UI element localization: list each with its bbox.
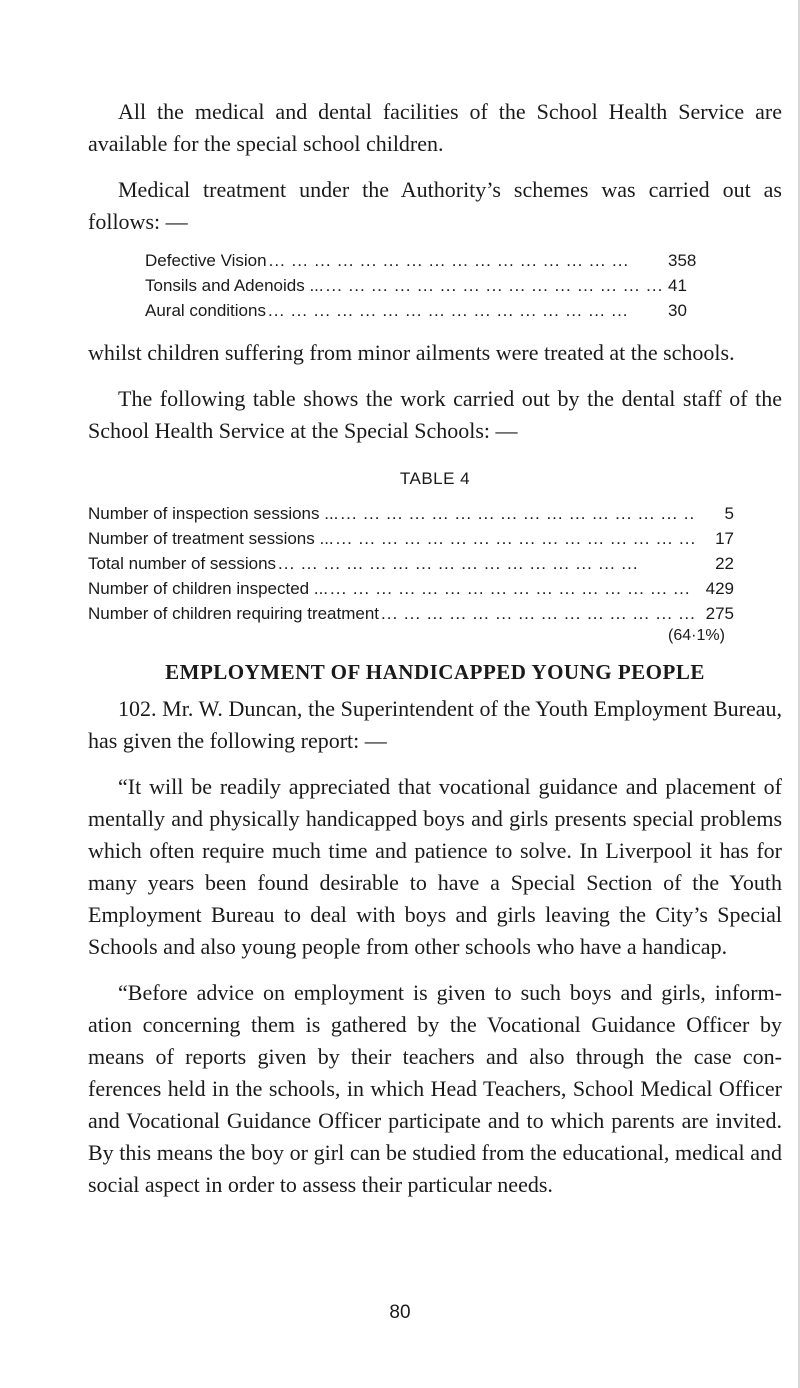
page-number: 80 — [389, 1302, 411, 1323]
dental-table — [88, 501, 734, 646]
table-row-value: 17 — [715, 529, 734, 548]
treatment-label: Tonsils and Adenoids ... — [145, 276, 324, 295]
table-row — [88, 501, 734, 526]
treatment-label: Aural conditions — [145, 301, 266, 320]
table-row — [88, 526, 734, 551]
treatment-value: 358 — [668, 251, 697, 270]
intro-paragraph-4: The following table shows the work carried out by the dental staff of the School Health Service at the Special Schools: — — [88, 386, 782, 443]
employment-paragraph-2: “It will be readily appreciated that vocational guidance and placement of mentally and physically handicapped boys and girls presents special problems which often require much time and patience to solve. In Liverpool it has for many years been found desirable to have a Special Section of the Youth Employment Bureau to deal with boys and girls leaving the City’s Special Schools and also young people from other schools who have a handicap. — [88, 774, 782, 959]
table-row — [88, 551, 734, 576]
intro-paragraph-1: All the medical and dental facilities of the School Health Service are available for the special school children. — [88, 99, 782, 156]
table-row — [88, 576, 734, 601]
treatment-row — [145, 248, 698, 273]
table-row-value: 429 — [705, 579, 734, 598]
employment-paragraph-1: 102. Mr. W. Duncan, the Superintendent of the Youth Employment Bureau, has given the following report: — — [88, 696, 782, 753]
table-row-value: 5 — [724, 504, 734, 523]
treatment-row — [145, 273, 698, 298]
table-row-value: 22 — [715, 554, 734, 573]
treatment-row — [145, 298, 698, 323]
table-row-label: Number of children inspected ... — [88, 579, 329, 598]
intro-paragraph-2: Medical treatment under the Authority’s schemes was carried out as follows: — — [88, 177, 782, 234]
treatment-percentage: (64·1%) — [668, 627, 725, 644]
table-row-value: 275 — [705, 604, 734, 623]
treatment-value: 30 — [668, 301, 687, 320]
employment-paragraph-3: “Before advice on employment is given to such boys and girls, inform-ation concerning them is gathered by the Vocational Guidance Officer by means of reports given by their teachers and also through the case con-ferences held in the schools, in which Head Teachers, School Medical Officer and Vocational Guidance Officer participate and to which parents are invited. By this means the boy or girl can be studied from the educational, medical and social aspect in order to assess their particular needs. — [88, 980, 782, 1197]
section-heading: EMPLOYMENT OF HANDICAPPED YOUNG PEOPLE — [165, 660, 705, 684]
table-row-label: Total number of sessions — [88, 554, 277, 573]
treatment-label: Defective Vision — [145, 251, 267, 270]
table-row-label: Number of children requiring treatment — [88, 604, 380, 623]
table-row-label: Number of treatment sessions ... — [88, 529, 334, 548]
treatment-list — [145, 248, 698, 323]
treatment-value: 41 — [668, 276, 687, 295]
intro-paragraph-3: whilst children suffering from minor ailments were treated at the schools. — [88, 340, 735, 365]
table-title: TABLE 4 — [399, 469, 471, 488]
table-row-label: Number of inspection sessions ... — [88, 504, 339, 523]
document-page — [88, 96, 782, 1201]
table-row — [88, 601, 734, 626]
